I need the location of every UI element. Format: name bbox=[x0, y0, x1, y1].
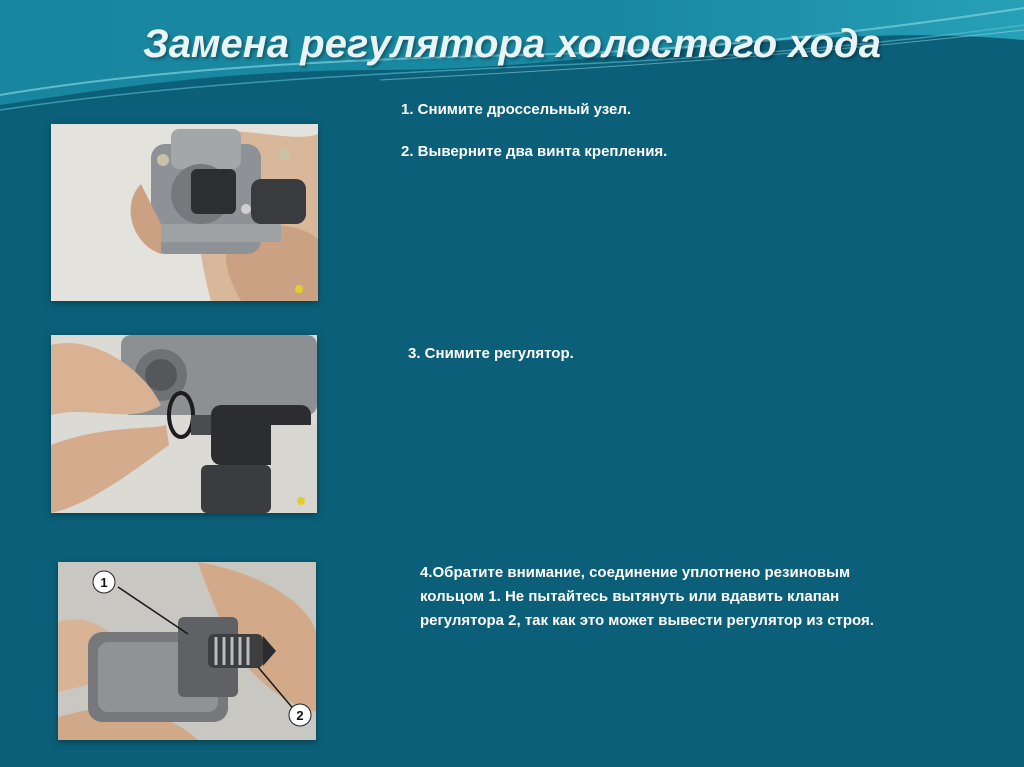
callout-1-label: 1 bbox=[100, 575, 108, 590]
slide-title: Замена регулятора холостого хода bbox=[142, 22, 882, 66]
step-2-text: 2. Выверните два винта крепления. bbox=[401, 143, 668, 160]
step-3-text: 3. Снимите регулятор. bbox=[408, 345, 574, 362]
regulator-closeup-photo bbox=[58, 562, 316, 740]
step-1-text: 1. Снимите дроссельный узел. bbox=[401, 101, 632, 118]
regulator-removal-photo bbox=[51, 335, 317, 513]
throttle-body-photo bbox=[51, 124, 318, 301]
step-4-text: 4.Обратите внимание, соединение уплотнено резиновым кольцом 1. Не пытайтесь вытянуть или вдавить клапан регулятора 2, так как это может вывести регулятор из строя. bbox=[420, 564, 874, 629]
callout-2-label: 2 bbox=[296, 708, 304, 723]
